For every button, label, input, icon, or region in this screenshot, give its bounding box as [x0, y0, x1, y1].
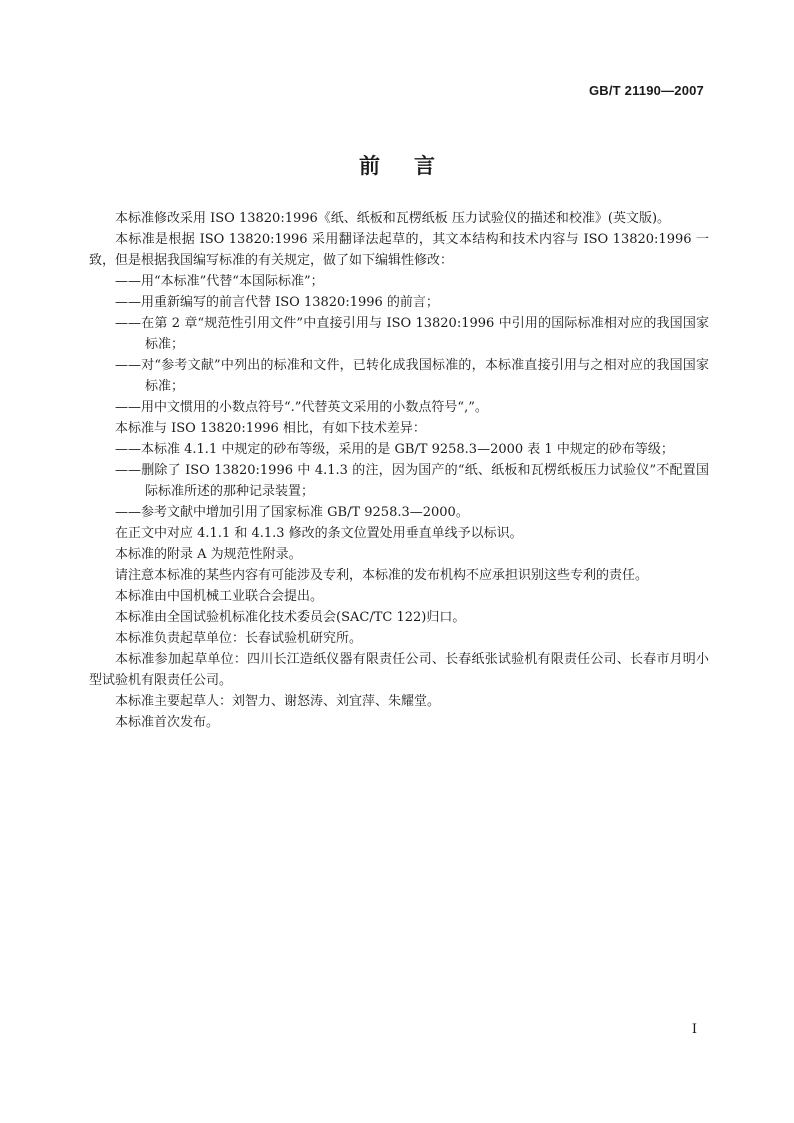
list-item: ——用“本标准”代替“本国际标准”； — [115, 274, 324, 289]
paragraph: 请注意本标准的某些内容有可能涉及专利，本标准的发布机构不应承担识别这些专利的责任。 — [115, 568, 649, 583]
list-item: ——对“参考文献”中列出的标准和文件，已转化成我国标准的，本标准直接引用与之相对应的我国国家标准； — [115, 358, 709, 394]
page-number: I — [691, 1022, 697, 1037]
list-item: ——用中文惯用的小数点符号“.”代替英文采用的小数点符号“,”。 — [115, 400, 488, 415]
page-title: 前言 — [359, 154, 469, 178]
paragraph: 本标准负责起草单位：长春试验机研究所。 — [115, 631, 363, 646]
paragraph: 本标准的附录 A 为规范性附录。 — [115, 547, 302, 562]
standard-code: GB/T 21190—2007 — [588, 83, 704, 98]
paragraph: 本标准是根据 ISO 13820:1996 采用翻译法起草的，其文本结构和技术内容与 ISO 13820:1996 一致，但是根据我国编写标准的有关规定，做了如下编辑性修改： — [89, 232, 709, 268]
list-item: ——删除了 ISO 13820:1996 中 4.1.3 的注，因为国产的“纸、纸板和瓦楞纸板压力试验仪”不配置国际标准所述的那种记录装置； — [115, 463, 709, 499]
paragraph: 本标准由中国机械工业联合会提出。 — [115, 589, 324, 604]
paragraph: 在正文中对应 4.1.1 和 4.1.3 修改的条文位置处用垂直单线予以标识。 — [115, 526, 523, 541]
list-item: ——在第 2 章“规范性引用文件”中直接引用与 ISO 13820:1996 中引用的国际标准相对应的我国国家标准； — [115, 316, 709, 352]
paragraph: 本标准修改采用 ISO 13820:1996《纸、纸板和瓦楞纸板 压力试验仪的描述和校准》(英文版)。 — [115, 211, 671, 226]
list-item: ——本标准 4.1.1 中规定的砂布等级，采用的是 GB/T 9258.3—2000 表 1 中规定的砂布等级； — [115, 442, 674, 457]
list-item: ——参考文献中增加引用了国家标准 GB/T 9258.3—2000。 — [115, 505, 469, 520]
document-body — [89, 208, 709, 733]
paragraph: 本标准由全国试验机标准化技术委员会(SAC/TC 122)归口。 — [115, 610, 466, 625]
paragraph: 本标准主要起草人：刘智力、谢怒涛、刘宜萍、朱耀堂。 — [115, 694, 441, 709]
paragraph: 本标准参加起草单位：四川长江造纸仪器有限责任公司、长春纸张试验机有限责任公司、长春市月明小型试验机有限责任公司。 — [89, 652, 709, 688]
paragraph: 本标准与 ISO 13820:1996 相比，有如下技术差异： — [115, 421, 426, 436]
paragraph: 本标准首次发布。 — [115, 715, 220, 730]
list-item: ——用重新编写的前言代替 ISO 13820:1996 的前言； — [115, 295, 439, 310]
